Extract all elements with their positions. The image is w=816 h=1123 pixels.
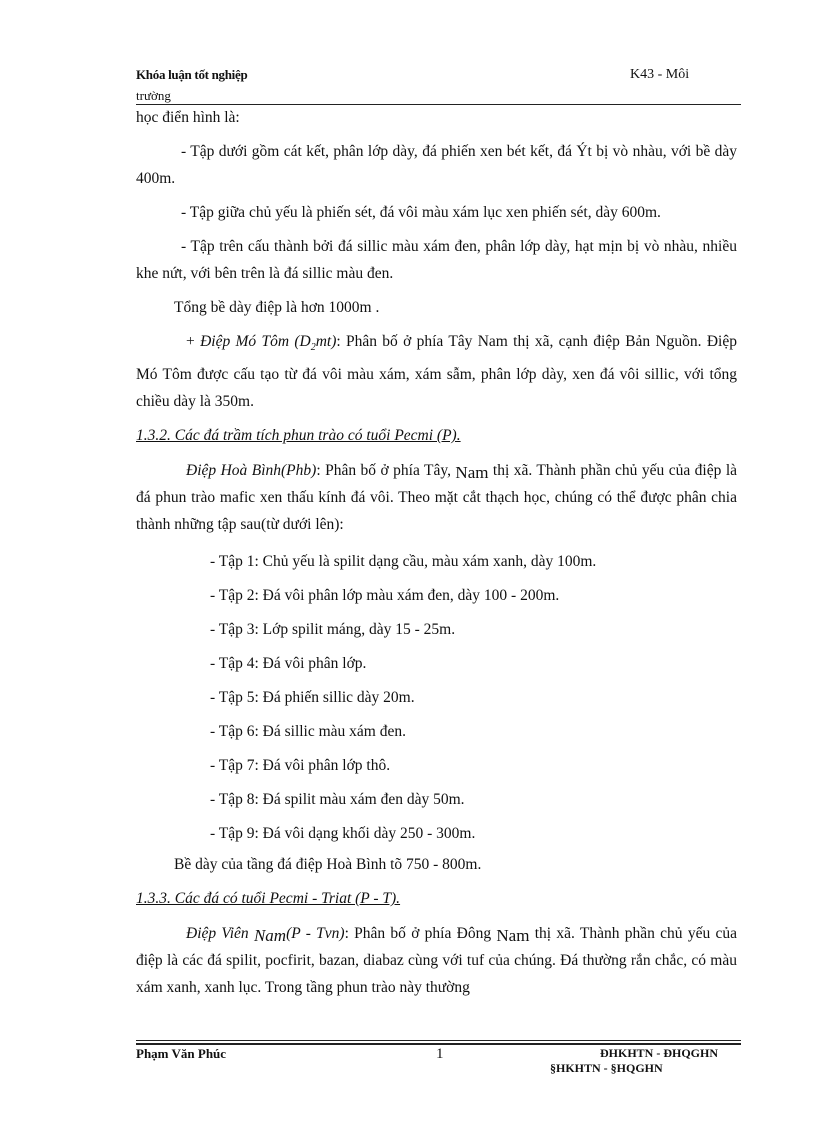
- paragraph-intro: học điển hình là:: [136, 109, 240, 126]
- footer-author: Phạm Văn Phúc: [136, 1046, 227, 1061]
- header-course: K43 - Môi: [630, 67, 690, 82]
- text-nam: Nam: [253, 926, 287, 946]
- list-item: - Tập 4: Đá vôi phân lớp.: [210, 655, 367, 673]
- list-item: - Tập 3: Lớp spilit máng, dày 15 - 25m.: [210, 621, 456, 639]
- footer-rule-thin: [136, 1040, 741, 1041]
- footer-rule-thick: [136, 1043, 741, 1045]
- paragraph-mo-tom: [136, 328, 737, 415]
- body-text: [136, 104, 737, 1001]
- formation-name-hoa-binh: Điệp Hoà Bình(Phb): [186, 462, 317, 480]
- bullet-plus: +: [186, 333, 201, 350]
- text-fragment: : Phân bố ở phía Đông: [344, 925, 497, 943]
- text-fragment: thị xã. Thành phần chủ yếu của điệp là đá phun trào mafic xen thấu kính đá vôi. Theo mặt cắt thạch học, chúng có thể được phân chia thành những tập sau(từ dưới lên):: [136, 462, 738, 534]
- formation-name-vien-nam: [186, 925, 345, 946]
- paragraph-lower-layer: - Tập dưới gồm cát kết, phân lớp dày, đá phiến xen bét kết, đá Ýt bị vò nhàu, với bề dày 400m.: [136, 143, 737, 187]
- paragraph-hoa-binh: [136, 456, 737, 538]
- header-thesis-title-cont: trường: [136, 88, 171, 103]
- formation-description: : Phân bố ở phía Tây Nam thị xã, cạnh điệp Bản Nguồn. Điệp Mó Tôm được cấu tạo từ đá vôi màu xám, xám sẫm, phân lớp dày, xen đá vôi sillic, với tổng chiều dày là 350m.: [136, 333, 737, 411]
- list-item: - Tập 6: Đá sillic màu xám đen.: [210, 723, 406, 741]
- layer-list: [136, 545, 737, 851]
- section-heading-1-3-2: 1.3.2. Các đá trầm tích phun trào có tuổi Pecmi (P).: [136, 427, 461, 445]
- list-item: - Tập 2: Đá vôi phân lớp màu xám đen, dày 100 - 200m.: [210, 587, 560, 605]
- list-item: - Tập 7: Đá vôi phân lớp thô.: [210, 757, 391, 775]
- paragraph-middle-layer: - Tập giữa chủ yếu là phiến sét, đá vôi màu xám lục xen phiến sét, dày 600m.: [181, 204, 661, 221]
- paragraph-total-thickness: Tổng bề dày điệp là hơn 1000m .: [174, 299, 380, 316]
- list-item: - Tập 1: Chủ yếu là spilit dạng cầu, màu xám xanh, dày 100m.: [210, 553, 597, 571]
- formation-name-text: Điệp Mó Tôm (D: [200, 333, 311, 350]
- formation-name-mo-tom: [200, 333, 337, 354]
- paragraph-upper-layer: - Tập trên cấu thành bởi đá sillic màu xám đen, phân lớp dày, hạt mịn bị vò nhàu, nhiều khe nứt, với bên trên là đá sillic màu đen.: [136, 238, 737, 282]
- footer-university-legacy: §HKHTN - §HQGHN: [550, 1061, 663, 1075]
- paragraph-hoa-binh-thickness: Bề dày của tầng đá điệp Hoà Bình tõ 750 - 800m.: [174, 856, 482, 874]
- text-fragment: thị xã. Thành phần chủ yếu của điệp là các đá spilit, pocfirit, bazan, diabaz cùng với tuf của chúng. Đá thường rắn chắc, có màu xám xanh, xanh lục. Trong tầng phun trào này thường: [136, 925, 737, 997]
- text-nam: Nam: [496, 926, 530, 946]
- formation-name-end: mt): [315, 333, 337, 350]
- footer-university: ĐHKHTN - ĐHQGHN: [600, 1046, 719, 1060]
- section-heading-1-3-3: 1.3.3. Các đá có tuổi Pecmi - Triat (P - T).: [136, 890, 401, 908]
- formation-name-end: (P - Tvn): [286, 925, 345, 943]
- page-number: 1: [436, 1046, 444, 1062]
- text-fragment: : Phân bố ở phía Tây,: [316, 462, 456, 480]
- text-nam: Nam: [455, 463, 489, 483]
- list-item: - Tập 5: Đá phiến sillic dày 20m.: [210, 689, 415, 707]
- formation-subscript: 2: [310, 342, 316, 354]
- paragraph-vien-nam: [136, 919, 737, 1001]
- header-thesis-title: Khóa luận tốt nghiệp: [136, 67, 248, 82]
- formation-name-text: Điệp Viên: [186, 925, 254, 943]
- list-item: - Tập 8: Đá spilit màu xám đen dày 50m.: [210, 791, 465, 809]
- list-item: - Tập 9: Đá vôi dạng khối dày 250 - 300m.: [210, 825, 476, 843]
